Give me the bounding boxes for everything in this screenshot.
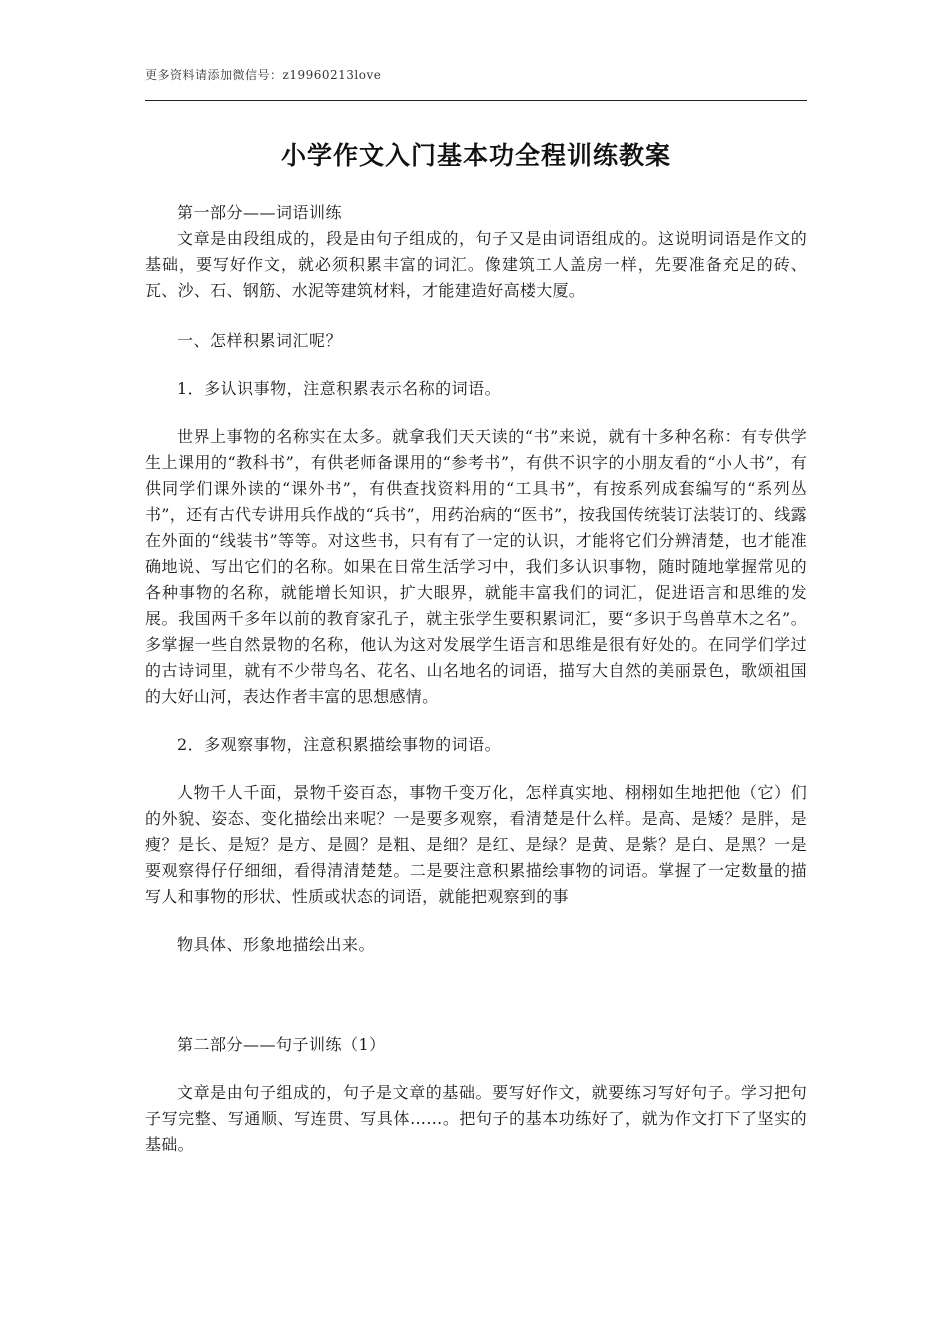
document-body xyxy=(145,200,807,1158)
section1-heading: 一、怎样积累词汇呢？ xyxy=(177,331,343,350)
part1-heading: 第一部分——词语训练 xyxy=(177,203,343,222)
item2-continuation: 物具体、形象地描绘出来。 xyxy=(177,935,376,954)
part2-intro-paragraph: 文章是由句子组成的，句子是文章的基础。要写好作文，就要练习写好句子。学习把句子写完整、写通顺、写连贯、写具体……。把句子的基本功练好了，就为作文打下了坚实的基础。 xyxy=(145,1083,807,1154)
item2-heading: 2．多观察事物，注意积累描绘事物的词语。 xyxy=(177,735,502,754)
item1-paragraph: 世界上事物的名称实在太多。就拿我们天天读的“书”来说，就有十多种名称：有专供学生上课用的“教科书”，有供老师备课用的“参考书”，有供不识字的小朋友看的“小人书”，有供同学们课外读的“课外书”，有供查找资料用的“工具书”，有按系列成套编写的“系列丛书”，还有古代专讲用兵作战的“兵书”，用药治病的“医书”，按我国传统装订法装订的、线露在外面的“线装书”等等。对这些书，只有有了一定的认识，才能将它们分辨清楚，也才能准确地说、写出它们的名称。如果在日常生活学习中，我们多认识事物，随时随地掌握常见的各种事物的名称，就能增长知识，扩大眼界，就能丰富我们的词汇，促进语言和思维的发展。我国两千多年以前的教育家孔子，就主张学生要积累词汇，要“多识于鸟兽草木之名”。多掌握一些自然景物的名称，他认为这对发展学生语言和思维是很有好处的。在同学们学过的古诗词里，就有不少带鸟名、花名、山名地名的词语，描写大自然的美丽景色，歌颂祖国的大好山河，表达作者丰富的思想感情。 xyxy=(145,427,807,706)
item1-heading: 1．多认识事物，注意积累表示名称的词语。 xyxy=(177,379,502,398)
part1-intro-paragraph: 文章是由段组成的，段是由句子组成的，句子又是由词语组成的。这说明词语是作文的基础，要写好作文，就必须积累丰富的词汇。像建筑工人盖房一样，先要准备充足的砖、瓦、沙、石、钢筋、水泥等建筑材料，才能建造好高楼大厦。 xyxy=(145,229,807,300)
header-divider xyxy=(145,100,807,101)
document-title: 小学作文入门基本功全程训练教案 xyxy=(280,141,671,170)
header-note: 更多资料请添加微信号：z19960213love xyxy=(145,68,382,82)
item2-paragraph: 人物千人千面，景物千姿百态，事物千变万化，怎样真实地、栩栩如生地把他（它）们的外貌、姿态、变化描绘出来呢？一是要多观察，看清楚是什么样。是高、是矮？是胖，是瘦？是长、是短？是方、是圆？是粗、是细？是红、是绿？是黄、是紫？是白、是黑？一是要观察得仔仔细细，看得清清楚楚。二是要注意积累描绘事物的词语。掌握了一定数量的描写人和事物的形状、性质或状态的词语，就能把观察到的事 xyxy=(145,783,807,906)
part2-heading: 第二部分——句子训练（1） xyxy=(177,1035,386,1054)
